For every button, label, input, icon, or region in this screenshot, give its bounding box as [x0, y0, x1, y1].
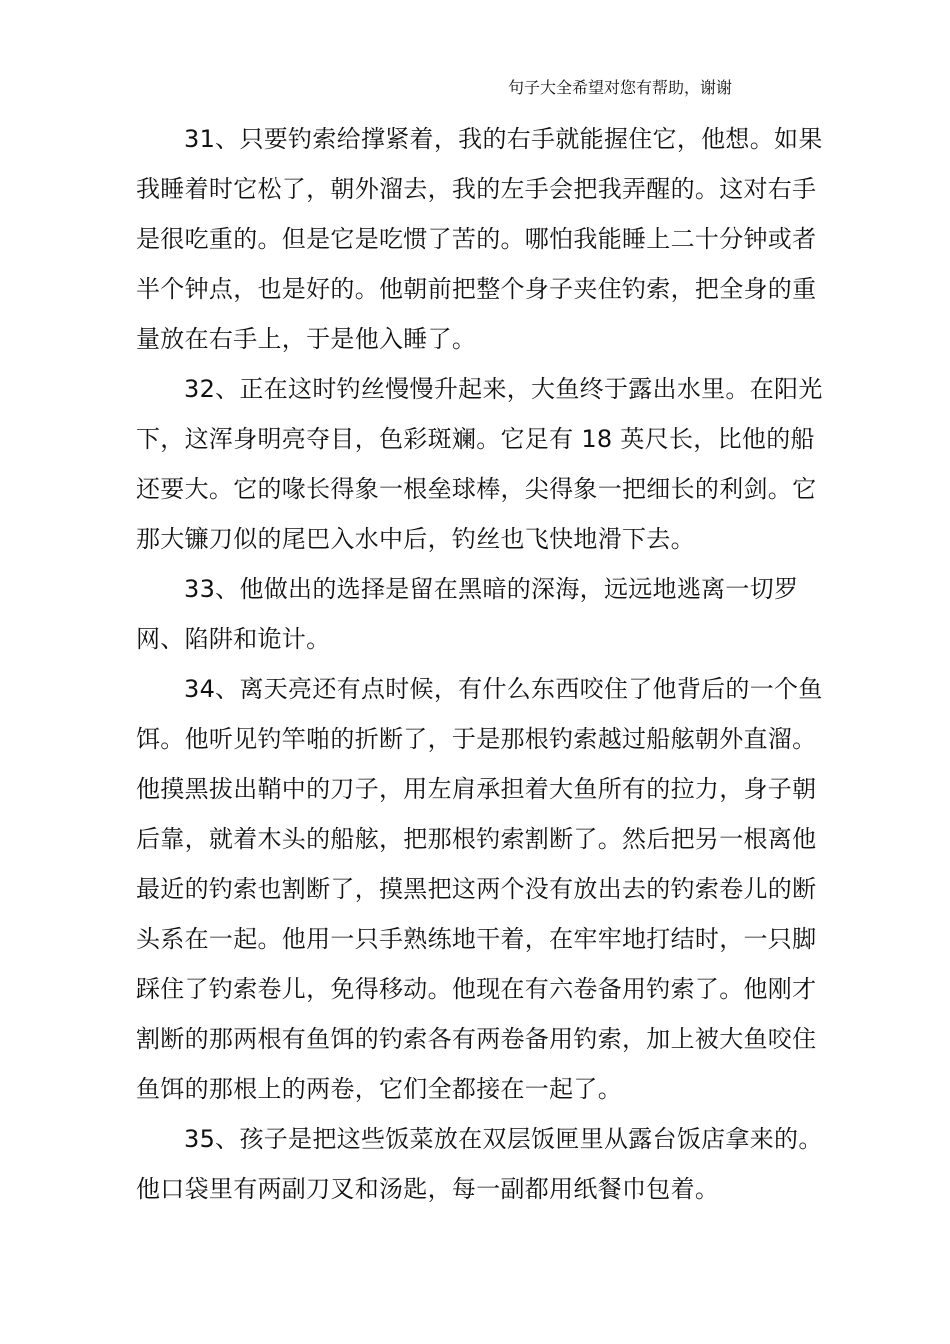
- paragraph-32: 32、正在这时钓丝慢慢升起来，大鱼终于露出水里。在阳光下，这浑身明亮夺目，色彩斑斓。它足有 18 英尺长，比他的船还要大。它的喙长得象一根垒球棒，尖得象一把细长的利剑。它那大镰刀似的尾巴入水中后，钓丝也飞快地滑下去。: [136, 375, 823, 553]
- paragraph-33: 33、他做出的选择是留在黑暗的深海，远远地逃离一切罗网、陷阱和诡计。: [136, 575, 799, 653]
- paragraph-34: 34、离天亮还有点时候，有什么东西咬住了他背后的一个鱼饵。他听见钓竿啪的折断了，于是那根钓索越过船舷朝外直溜。他摸黑拔出鞘中的刀子，用左肩承担着大鱼所有的拉力，身子朝后靠，就着木头的船舷，把那根钓索割断了。然后把另一根离他最近的钓索也割断了，摸黑把这两个没有放出去的钓索卷儿的断头系在一起。他用一只手熟练地干着，在牢牢地打结时，一只脚踩住了钓索卷儿，免得移动。他现在有六卷备用钓索了。他刚才割断的那两根有鱼饵的钓索各有两卷备用钓索，加上被大鱼咬住鱼饵的那根上的两卷，它们全都接在一起了。: [136, 675, 823, 1103]
- paragraph-35: 35、孩子是把这些饭菜放在双层饭匣里从露台饭店拿来的。他口袋里有两副刀叉和汤匙，每一副都用纸餐巾包着。: [136, 1125, 823, 1203]
- header-note: 句子大全希望对您有帮助，谢谢: [508, 78, 733, 97]
- paragraph-31: 31、只要钓索给撑紧着，我的右手就能握住它，他想。如果我睡着时它松了，朝外溜去，我的左手会把我弄醒的。这对右手是很吃重的。但是它是吃惯了苦的。哪怕我能睡上二十分钟或者半个钟点，也是好的。他朝前把整个身子夹住钓索，把全身的重量放在右手上，于是他入睡了。: [136, 125, 823, 353]
- body-text: [136, 114, 836, 1214]
